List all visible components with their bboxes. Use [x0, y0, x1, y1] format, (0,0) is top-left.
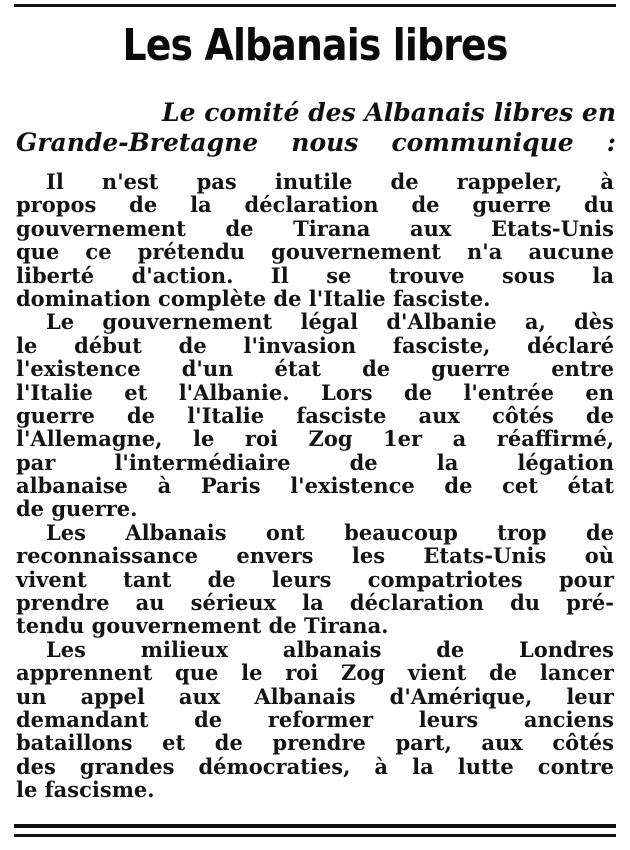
body-line: Les Albanais ont beaucoup trop de: [46, 519, 614, 545]
body-line: prendre au sérieux la déclaration du pré-: [16, 590, 614, 616]
body-line: propos de la déclaration de guerre du: [16, 192, 614, 218]
body-line: Le gouvernement légal d'Albanie a, dès: [46, 309, 614, 335]
bottom-rule: [14, 834, 616, 837]
body-line: l'Italie et l'Albanie. Lors de l'entrée en: [16, 379, 614, 405]
body-line: Les milieux albanais de Londres: [46, 636, 614, 662]
body-line: l'existence d'un état de guerre entre: [16, 356, 614, 382]
body-line: le fascisme.: [16, 777, 155, 803]
body-line: par l'intermédiaire de la légation: [16, 449, 614, 475]
body-line: Il n'est pas inutile de rappeler, à: [46, 169, 614, 194]
bottom-rule: [14, 824, 616, 828]
body-line: gouvernement de Tirana aux Etats-Unis: [16, 215, 614, 241]
body-line: bataillons et de prendre part, aux côtés: [16, 730, 614, 756]
body-line: domination complète de l'Italie fasciste.: [16, 285, 491, 311]
body-line: de guerre.: [16, 496, 138, 522]
body-line: l'Allemagne, le roi Zog 1er a réaffirmé,: [16, 426, 614, 452]
body-line: vivent tant de leurs compatriotes pour: [16, 566, 614, 592]
body-line: le début de l'invasion fasciste, déclaré: [16, 332, 614, 358]
body-line: apprennent que le roi Zog vient de lancer: [16, 660, 614, 686]
top-rule: [14, 4, 616, 7]
body-line: des grandes démocraties, à la lutte contre: [16, 753, 614, 779]
body-line: reconnaissance envers les Etats-Unis où: [16, 543, 614, 569]
body-line: liberté d'action. Il se trouve sous la: [16, 262, 614, 288]
lead-line: Le comité des Albanais libres en: [162, 98, 616, 127]
article-body: [16, 170, 614, 802]
body-line: demandant de reformer leurs anciens: [16, 706, 614, 732]
body-line: que ce prétendu gouvernement n'a aucune: [16, 239, 614, 265]
body-line: tendu gouvernement de Tirana.: [16, 613, 389, 639]
headline: Les Albanais libres: [122, 20, 508, 71]
body-line: albanaise à Paris l'existence de cet état: [16, 473, 614, 499]
body-line: un appel aux Albanais d'Amérique, leur: [16, 683, 614, 709]
lead-line: Grande-Bretagne nous communique :: [16, 128, 616, 157]
body-line: guerre de l'Italie fasciste aux côtés de: [16, 402, 614, 428]
